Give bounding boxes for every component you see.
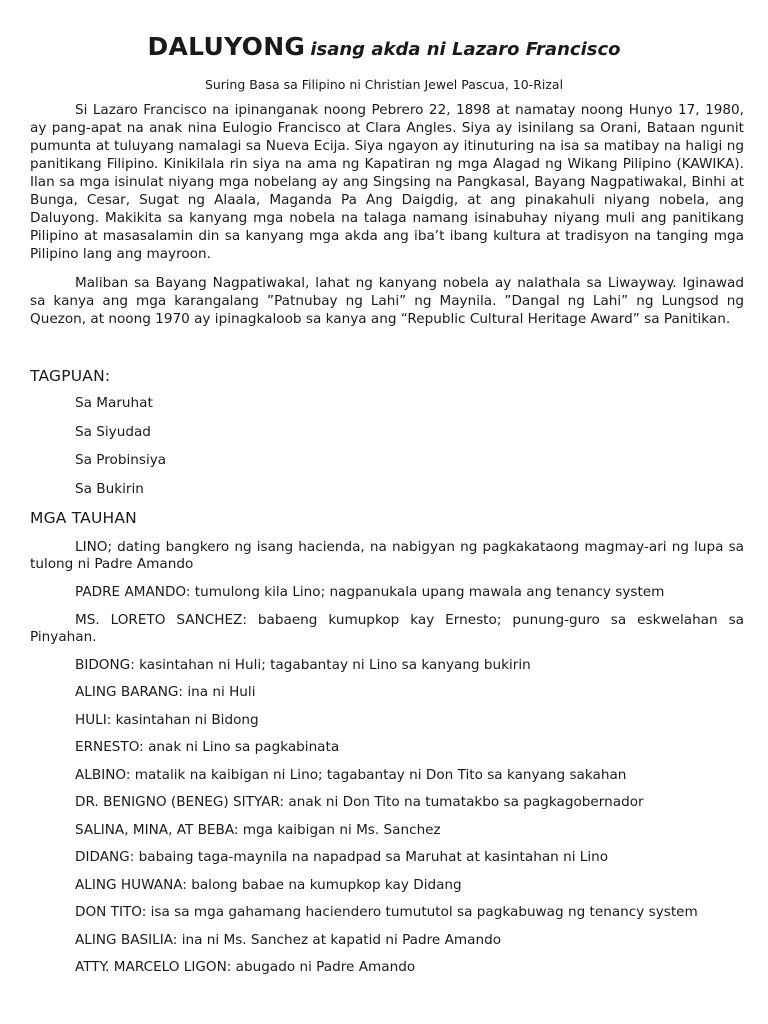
tauhan-list bbox=[30, 539, 744, 987]
tagpuan-heading: TAGPUAN: bbox=[30, 367, 111, 385]
list-item: DON TITO: isa sa mga gahamang haciendero tumututol sa pagkabuwag ng tenancy system bbox=[75, 904, 698, 920]
list-item: PADRE AMANDO: tumulong kila Lino; nagpanukala upang mawala ang tenancy system bbox=[75, 584, 665, 600]
list-item: SALINA, MINA, AT BEBA: mga kaibigan ni Ms. Sanchez bbox=[75, 821, 441, 838]
list-item: ATTY. MARCELO LIGON: abugado ni Padre Amando bbox=[75, 959, 416, 975]
list-item: DIDANG: babaing taga-maynila na napadpad sa Maruhat at kasintahan ni Lino bbox=[75, 849, 609, 865]
list-item: Sa Maruhat bbox=[75, 395, 153, 411]
list-item: LINO; dating bangkero ng isang hacienda, na nabigyan ng pagkakataong magmay-ari ng lupa sa tulong ni Padre Amando bbox=[30, 539, 744, 572]
tauhan-heading: MGA TAUHAN bbox=[30, 509, 137, 527]
title-main: DALUYONG bbox=[147, 32, 306, 61]
intro-paragraph-2: Maliban sa Bayang Nagpatiwakal, lahat ng kanyang nobela ay nalathala sa Liwayway. Iginawad sa kanya ang mga karangalang ”Patnubay ng Lahi” ng Maynila. ”Dangal ng Lahi” ng Lungsod ng Quezon, at noong 1970 ay ipinagkaloob sa kanya ang “Republic Cultural Heritage Award” sa Panitikan. bbox=[30, 275, 744, 327]
list-item: Sa Probinsiya bbox=[75, 452, 167, 468]
list-item: ALING BARANG: ina ni Huli bbox=[75, 684, 256, 700]
list-item: ALING BASILIA: ina ni Ms. Sanchez at kapatid ni Padre Amando bbox=[75, 931, 502, 948]
list-item: Sa Bukirin bbox=[75, 480, 144, 497]
title-suffix: isang akda ni Lazaro Francisco bbox=[310, 39, 621, 60]
list-item: BIDONG: kasintahan ni Huli; tagabantay ni Lino sa kanyang bukirin bbox=[75, 656, 531, 673]
list-item: MS. LORETO SANCHEZ: babaeng kumupkop kay Ernesto; punung-guro sa eskwelahan sa Pinyahan. bbox=[30, 611, 744, 645]
document-subtitle: Suring Basa sa Filipino ni Christian Jewel Pascua, 10-Rizal bbox=[204, 77, 564, 92]
list-item: HULI: kasintahan ni Bidong bbox=[75, 711, 259, 728]
list-item: ERNESTO: anak ni Lino sa pagkabinata bbox=[75, 739, 340, 755]
intro-paragraph-1: Si Lazaro Francisco na ipinanganak noong Pebrero 22, 1898 at namatay noong Hunyo 17, 1980, ay pang-apat na anak nina Eulogio Francisco at Clara Angles. Siya ay isinilang sa Orani, Bataan ngunit pumunta at tuluyang namalagi sa Nueva Ecija. Siya ngayon ay itinuturing na isa sa matibay na haligi ng panitikang Filipino. Kinikilala rin siya na ama ng Kapatiran ng mga Alagad ng Wikang Pilipino (KAWIKA). Ilan sa mga isinulat niyang mga nobelang ay ang Singsing na Pangkasal, Bayang Nagpatiwakal, Binhi at Bunga, Cesar, Sugat ng Alaala, Maganda Pa Ang Daigdig, at ang pinakahuli niyang nobela, ang Daluyong. Makikita sa kanyang mga nobela na talaga namang isinabuhay niyang muli ang panitikang Pilipino at masasalamin din sa kanyang mga akda ang iba’t ibang kultura at tradisyon na tanging mga Pilipino lang ang mayroon. bbox=[30, 102, 744, 262]
list-item: DR. BENIGNO (BENEG) SITYAR: anak ni Don Tito na tumatakbo sa pagkagobernador bbox=[75, 794, 644, 810]
tagpuan-list bbox=[75, 394, 166, 508]
list-item: ALBINO: matalik na kaibigan ni Lino; tagabantay ni Don Tito sa kanyang sakahan bbox=[75, 766, 627, 783]
list-item: ALING HUWANA: balong babae na kumupkop kay Didang bbox=[75, 876, 462, 893]
document-title bbox=[0, 32, 768, 61]
list-item: Sa Siyudad bbox=[75, 423, 151, 440]
